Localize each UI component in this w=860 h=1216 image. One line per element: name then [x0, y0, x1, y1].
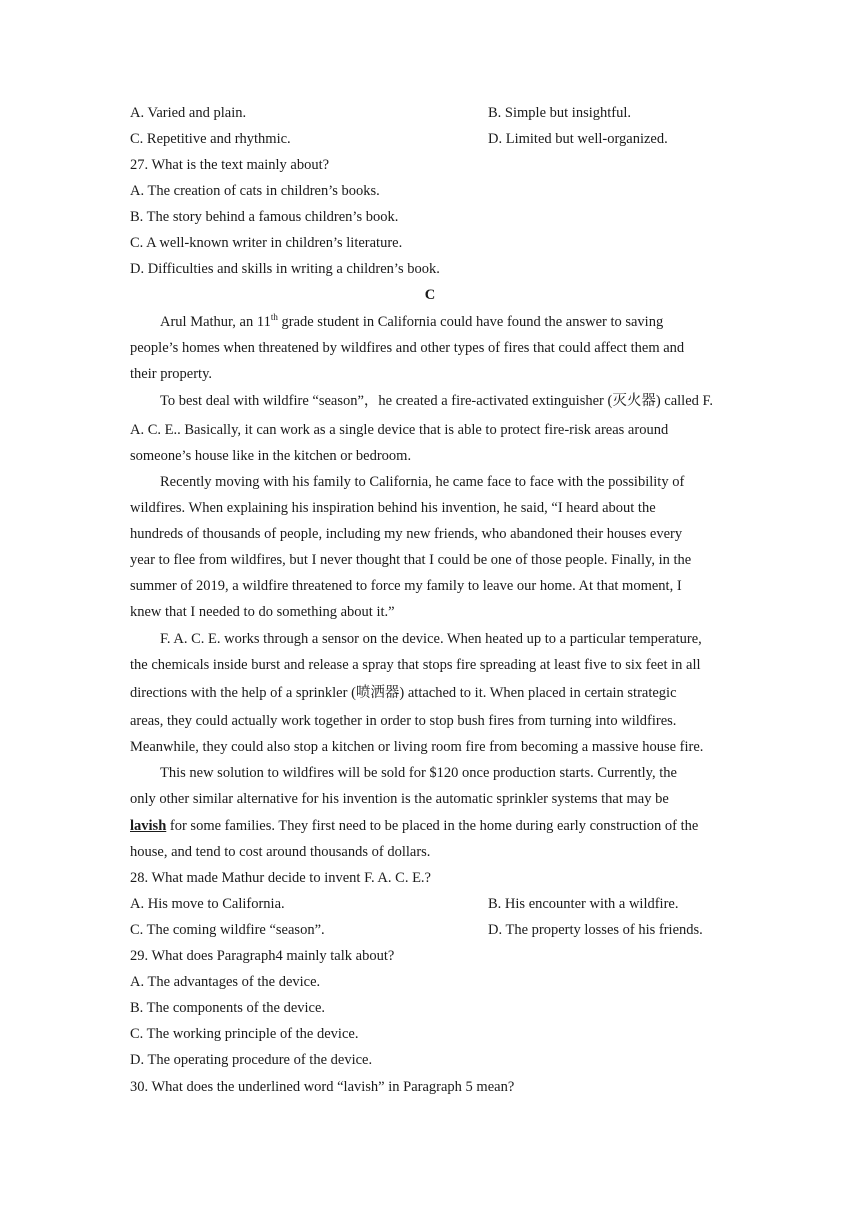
passage-p4-line4: areas, they could actually work together in order to stop bush fires from turning into wildfires. — [130, 713, 677, 729]
q27-option-b: B. The story behind a famous children’s book. — [130, 209, 399, 225]
q27-option-d: D. Difficulties and skills in writing a children’s book. — [130, 261, 440, 277]
passage-p2-line2: A. C. E.. Basically, it can work as a single device that is able to protect fire-risk areas around — [130, 422, 669, 438]
q28-question: 28. What made Mathur decide to invent F. A. C. E.? — [130, 870, 431, 886]
underlined-word-lavish: lavish — [130, 818, 167, 834]
q28-option-d: D. The property losses of his friends. — [488, 922, 703, 938]
q29-option-d: D. The operating procedure of the device. — [130, 1052, 373, 1068]
passage-p5-line4: house, and tend to cost around thousands of dollars. — [130, 844, 431, 860]
q26-option-c: C. Repetitive and rhythmic. — [130, 131, 291, 147]
passage-p2-line1: To best deal with wildfire “season”，he created a fire-activated extinguisher (灭火器) called F. — [160, 393, 714, 409]
passage-p1-line2: people’s homes when threatened by wildfires and other types of fires that could affect them and — [130, 340, 685, 356]
q28-option-c: C. The coming wildfire “season”. — [130, 922, 325, 938]
q30-question: 30. What does the underlined word “lavish” in Paragraph 5 mean? — [130, 1079, 515, 1095]
passage-p4-line3: directions with the help of a sprinkler (喷洒器) attached to it. When placed in certain strategic — [130, 685, 677, 701]
passage-p5-line1: This new solution to wildfires will be sold for $120 once production starts. Currently, the — [160, 765, 677, 781]
passage-p5-line3: lavish for some families. They first need to be placed in the home during early construction of the — [130, 818, 699, 834]
passage-p4-line2: the chemicals inside burst and release a spray that stops fire spreading at least five to six feet in all — [130, 657, 701, 673]
section-title: C — [424, 287, 436, 303]
passage-p1-line3: their property. — [130, 366, 213, 382]
q27-question: 27. What is the text mainly about? — [130, 157, 330, 173]
passage-p3-line1: Recently moving with his family to California, he came face to face with the possibility of — [160, 474, 685, 490]
passage-p2-line3: someone’s house like in the kitchen or bedroom. — [130, 448, 412, 464]
passage-p3-line4: year to flee from wildfires, but I never thought that I could be one of those people. Finally, in the — [130, 552, 692, 568]
q26-option-b: B. Simple but insightful. — [488, 105, 631, 121]
passage-p3-line5: summer of 2019, a wildfire threatened to force my family to leave our home. At that moment, I — [130, 578, 682, 594]
q28-option-b: B. His encounter with a wildfire. — [488, 896, 679, 912]
q29-option-b: B. The components of the device. — [130, 1000, 326, 1016]
q29-question: 29. What does Paragraph4 mainly talk about? — [130, 948, 395, 964]
q29-option-a: A. The advantages of the device. — [130, 974, 321, 990]
passage-p3-line3: hundreds of thousands of people, including my new friends, who abandoned their houses every — [130, 526, 683, 542]
passage-p5-line2: only other similar alternative for his invention is the automatic sprinkler systems that may be — [130, 791, 669, 807]
q29-option-c: C. The working principle of the device. — [130, 1026, 359, 1042]
q26-option-d: D. Limited but well-organized. — [488, 131, 668, 147]
q27-option-c: C. A well-known writer in children’s literature. — [130, 235, 403, 251]
passage-p1-line1: Arul Mathur, an 11th grade student in California could have found the answer to saving — [160, 312, 664, 330]
q27-option-a: A. The creation of cats in children’s books. — [130, 183, 380, 199]
q28-option-a: A. His move to California. — [130, 896, 285, 912]
passage-p4-line5: Meanwhile, they could also stop a kitchen or living room fire from becoming a massive house fire. — [130, 739, 704, 755]
q26-option-a: A. Varied and plain. — [130, 105, 247, 121]
passage-p3-line6: knew that I needed to do something about it.” — [130, 604, 395, 620]
passage-p3-line2: wildfires. When explaining his inspiration behind his invention, he said, “I heard about the — [130, 500, 656, 516]
passage-p4-line1: F. A. C. E. works through a sensor on the device. When heated up to a particular temperature, — [160, 631, 702, 647]
